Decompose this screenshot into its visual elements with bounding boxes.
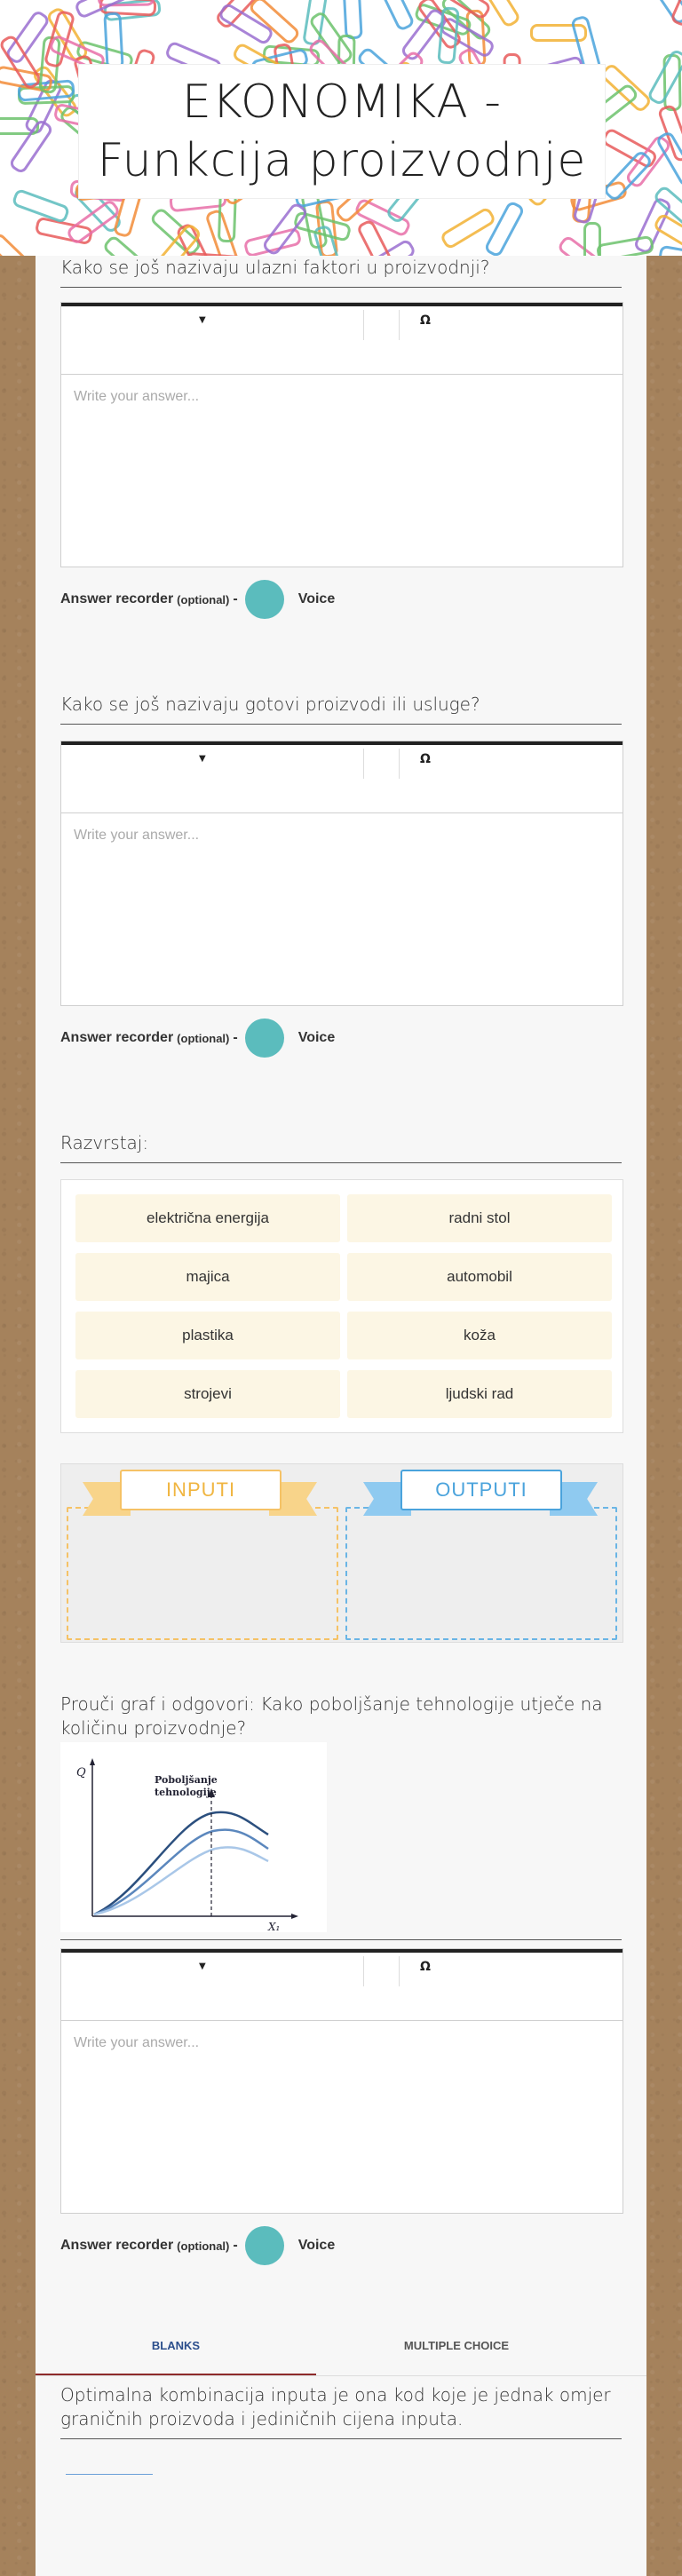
record-button[interactable] (245, 2226, 284, 2265)
drop-bin-inputi[interactable] (67, 1507, 338, 1640)
blanks-sentence: Optimalna kombinacija inputa je ona kod koje je jednak omjer graničnih proizvoda i jediničnih cijena inputa. (60, 2383, 622, 2439)
font-dropdown-icon[interactable]: ▼ (199, 315, 206, 325)
paperclip-decoration (0, 231, 40, 256)
sort-item[interactable]: koža (347, 1312, 612, 1359)
answer-editor-2 (60, 741, 623, 1006)
question-3: Razvrstaj: (60, 1131, 622, 1163)
special-character-icon[interactable]: Ω (420, 1960, 431, 1974)
graph-annotation: tehnologije (155, 1787, 217, 1798)
question-type-tabs (36, 2317, 646, 2376)
editor-toolbar (61, 306, 623, 375)
editor-toolbar (61, 745, 623, 813)
category-label-outputi: OUTPUTI (363, 1470, 598, 1518)
y-axis-arrow (90, 1758, 95, 1765)
answer-input-1[interactable] (61, 375, 623, 567)
sort-items-box (60, 1179, 623, 1433)
font-dropdown-icon[interactable]: ▼ (199, 754, 206, 764)
tab-multiple-choice[interactable]: MULTIPLE CHOICE (403, 2338, 510, 2352)
sort-item[interactable]: ljudski rad (347, 1370, 612, 1418)
x-axis-arrow (291, 1914, 298, 1919)
tab-blanks[interactable]: BLANKS (36, 2317, 316, 2375)
sort-item[interactable]: strojevi (75, 1370, 340, 1418)
question-1: Kako se još nazivaju ulazni faktori u proizvodnji? (60, 256, 622, 288)
blank-underline[interactable] (66, 2474, 153, 2475)
paperclip-decoration (375, 0, 416, 32)
record-button[interactable] (245, 1019, 284, 1058)
curve-mid (94, 1830, 268, 1914)
title-card (78, 64, 606, 199)
x-axis-label: X₁ (268, 1921, 281, 1932)
paperclip-decoration (658, 245, 682, 256)
y-axis-label: Q (76, 1766, 86, 1779)
production-graph-svg (60, 1742, 327, 1932)
page-title: EKONOMIKA - Funkcija proizvodnje (97, 75, 587, 187)
answer-editor-4 (60, 1948, 623, 2214)
paperclip-decoration (343, 0, 363, 39)
answer-input-4[interactable] (61, 2021, 623, 2213)
paperclip-decoration (101, 234, 155, 256)
record-button[interactable] (245, 580, 284, 619)
font-dropdown-icon[interactable]: ▼ (199, 1962, 206, 1971)
answer-input-2[interactable] (61, 813, 623, 1005)
answer-recorder-1: Answer recorder (optional) - Voice (60, 579, 335, 620)
drop-bin-outputi[interactable] (345, 1507, 617, 1640)
paperclip-decoration (483, 200, 526, 256)
answer-recorder-2: Answer recorder (optional) - Voice (60, 1018, 335, 1058)
production-graph (60, 1742, 327, 1932)
sort-item[interactable]: majica (75, 1253, 340, 1301)
sort-item[interactable]: električna energija (75, 1194, 340, 1242)
sort-item[interactable]: radni stol (347, 1194, 612, 1242)
paperclip-decoration (595, 235, 654, 256)
curve-high (94, 1812, 268, 1914)
paperclip-decoration (583, 222, 601, 256)
question-4: Prouči graf i odgovori: Kako poboljšanje tehnologije utječe na količinu proizvodnje? (60, 1693, 603, 1739)
sort-categories (60, 1463, 623, 1643)
special-character-icon[interactable]: Ω (420, 752, 431, 766)
answer-editor-1 (60, 302, 623, 567)
category-label-inputi: INPUTI (83, 1470, 317, 1518)
header-banner (0, 0, 682, 256)
curve-low (94, 1847, 268, 1914)
graph-annotation: Poboljšanje (155, 1774, 218, 1786)
sort-item[interactable]: plastika (75, 1312, 340, 1359)
answer-recorder-4: Answer recorder (optional) - Voice (60, 2225, 335, 2266)
paperclip-decoration (103, 12, 123, 70)
special-character-icon[interactable]: Ω (420, 313, 431, 328)
sort-item[interactable]: automobil (347, 1253, 612, 1301)
worksheet (36, 256, 646, 2576)
editor-toolbar (61, 1953, 623, 2021)
paperclip-decoration (438, 6, 461, 64)
question-2: Kako se još nazivaju gotovi proizvodi ili usluge? (60, 693, 622, 725)
